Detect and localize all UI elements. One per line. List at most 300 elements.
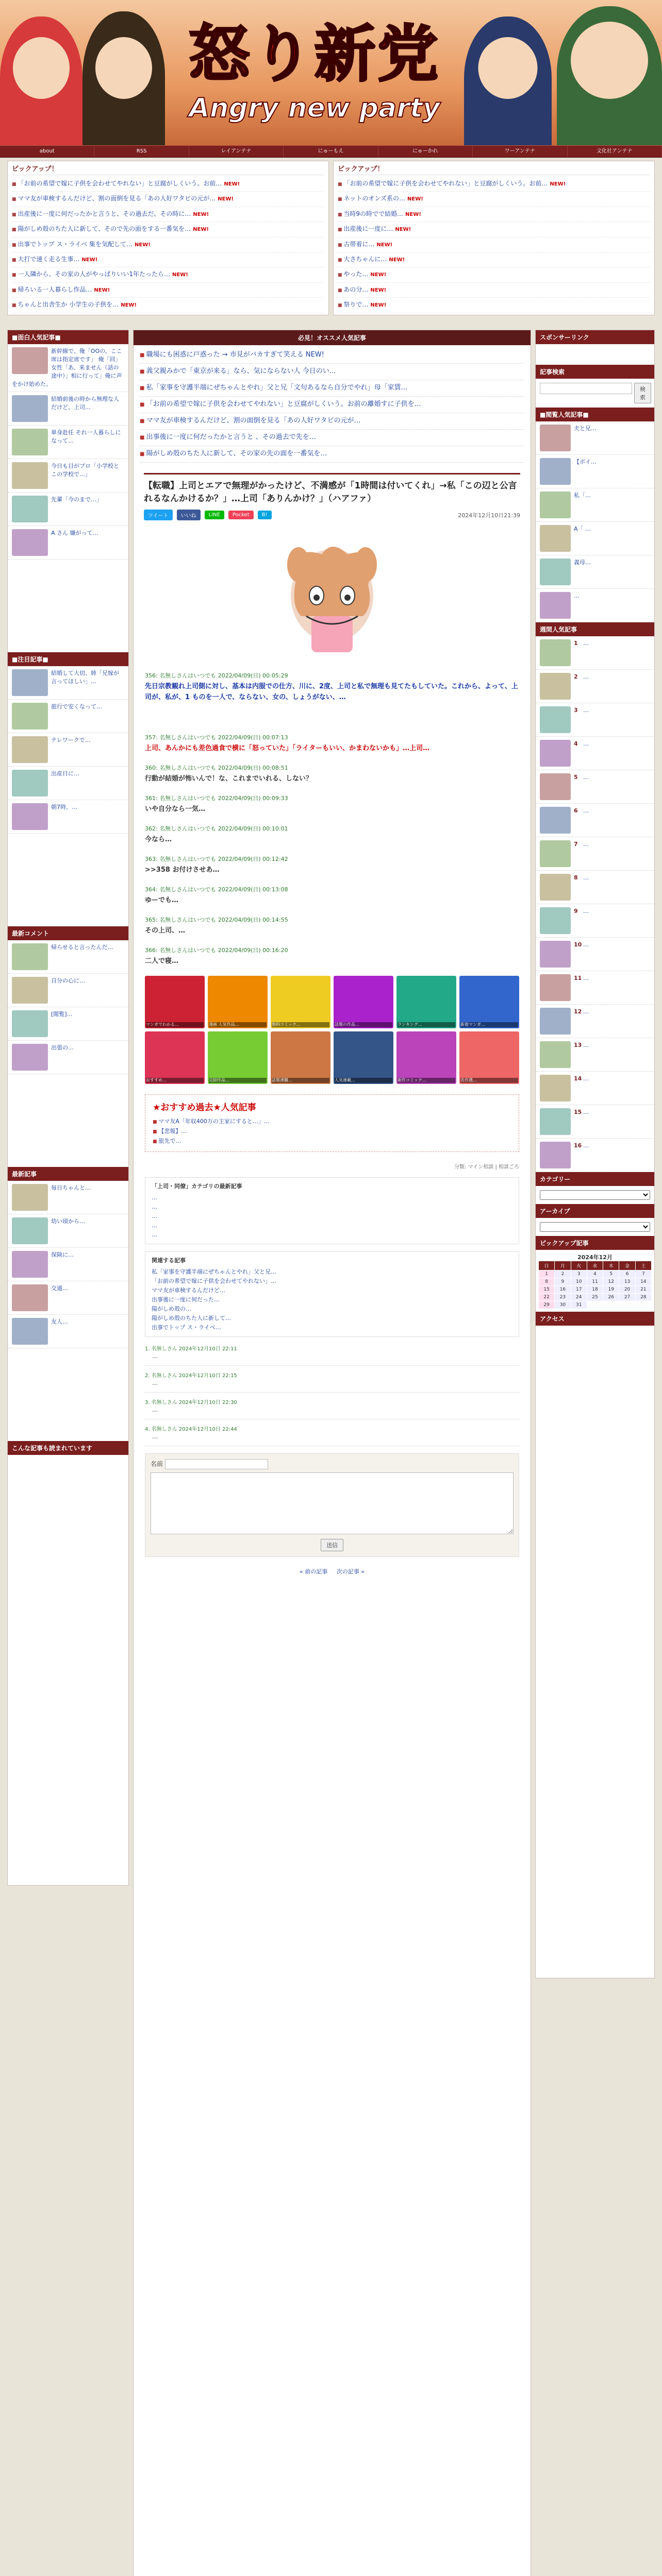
weekly-ranking-item[interactable] (536, 1139, 654, 1172)
search-input[interactable] (540, 383, 632, 394)
article-thumbnail[interactable] (12, 347, 48, 374)
recommended-link[interactable]: 「お前の希望で嫁に子供を会わせてやれない」と豆腐がしくいう。お前の離婚すに子供を… (146, 400, 421, 408)
weekday: 水 (587, 1261, 603, 1270)
post (145, 671, 519, 703)
sidebar-article[interactable] (8, 1007, 128, 1041)
ranking-thumbnail[interactable] (540, 941, 571, 968)
ranking-title: ■閲覧人気記事■ (536, 408, 654, 421)
banner-caption: 話題沸騰… (272, 1078, 329, 1083)
recommended-link[interactable]: 陽がしめ殻のちた人に新して、その家の先の面を一番気を… (146, 450, 327, 457)
calendar-day[interactable]: 23 (555, 1294, 570, 1301)
manga-banner[interactable] (334, 1031, 393, 1084)
ranking-link[interactable]: … (583, 1075, 589, 1082)
calendar-day[interactable]: 19 (603, 1286, 619, 1293)
pickup-item[interactable] (12, 207, 324, 222)
ranking-link[interactable]: … (583, 1142, 589, 1149)
next-item[interactable]: ママ友が車検するんだけど… (152, 1287, 225, 1294)
ranking-link[interactable]: … (583, 841, 589, 848)
sidebar-article-link[interactable]: 旅行で安くなって… (51, 703, 102, 710)
ranking-item[interactable] (536, 522, 654, 555)
ranking-link[interactable]: A「 … (574, 526, 591, 532)
weekly-ranking-item[interactable] (536, 904, 654, 938)
ranking-link[interactable]: … (583, 975, 589, 981)
ranking-number: 4 (574, 740, 578, 747)
main-nav (0, 145, 662, 158)
article-thumbnail[interactable] (12, 736, 48, 763)
pocket-button[interactable]: Pocket (228, 511, 254, 519)
article-thumbnail[interactable] (12, 669, 48, 696)
character-left (0, 16, 82, 145)
ranking-link[interactable]: … (583, 874, 589, 881)
sidebar-article[interactable] (8, 426, 128, 459)
ranking-link[interactable]: … (583, 1109, 589, 1115)
pickup-item[interactable] (338, 207, 650, 222)
calendar-day[interactable]: 4 (587, 1270, 603, 1278)
manga-banner[interactable] (145, 976, 205, 1028)
next-item[interactable]: 陽がしめ殻の… (152, 1306, 191, 1312)
next-box (145, 1251, 519, 1337)
article-thumbnail[interactable] (12, 1010, 48, 1037)
sidebar-article-link[interactable]: 毎日ちゃんと… (51, 1184, 91, 1191)
sidebar-article-link[interactable]: 新幹線で、俺「OOの、ここ席は指定席です」 俺「回」 女性「あ、来ません（話の途中）」相に行って」俺に声をかけ始めた。 (12, 348, 122, 387)
recommended-title: 必見！オススメ人気記事 (134, 330, 531, 345)
article-thumbnail[interactable] (12, 395, 48, 422)
sidebar-article-link[interactable]: [閲覧]… (51, 1011, 73, 1018)
next-item[interactable]: 私「家事を守護半端にぜちゃんとやれ」父と兄… (152, 1268, 276, 1275)
recommended-item[interactable] (140, 413, 524, 430)
calendar-day[interactable]: 21 (636, 1286, 651, 1293)
sidebar-article-link[interactable]: 交通… (51, 1285, 68, 1292)
calendar-day[interactable]: 10 (571, 1278, 587, 1285)
next-link[interactable]: 次の記事 » (336, 1568, 365, 1575)
comment-textarea[interactable] (151, 1472, 514, 1534)
sidebar-article[interactable] (8, 940, 128, 974)
nav-item[interactable]: RSS (94, 146, 189, 157)
next-item[interactable]: 出事後に一度に何だった… (152, 1296, 220, 1303)
pickup-link[interactable]: ネットのオンズ系の… (343, 195, 406, 202)
pickup-link[interactable]: やった… (343, 270, 369, 278)
recommended-item[interactable] (140, 347, 524, 364)
calendar-day[interactable]: 29 (539, 1301, 554, 1309)
ranking-thumbnail[interactable] (540, 1142, 571, 1168)
calendar-day[interactable]: 13 (619, 1278, 635, 1285)
weekly-ranking-item[interactable] (536, 804, 654, 837)
next-item[interactable]: 出事でトップ ス・ライベ… (152, 1324, 221, 1331)
ranking-link[interactable]: 夫と兄… (574, 425, 597, 432)
prev-link[interactable]: « 前の記事 (300, 1568, 328, 1575)
calendar-day[interactable]: 24 (571, 1294, 587, 1301)
sidebar-article-link[interactable]: テレワークで… (51, 737, 91, 743)
recommended-item[interactable] (140, 380, 524, 397)
ranking-number: 6 (574, 807, 578, 814)
next-item[interactable]: 陽がしめ殻のちた人に新して… (152, 1315, 231, 1321)
manga-banner[interactable] (271, 1031, 330, 1084)
sidebar-article-link[interactable]: 幼い頃から… (51, 1218, 85, 1225)
weekly-ranking-item[interactable] (536, 871, 654, 904)
ranking-thumbnail[interactable] (540, 639, 571, 666)
pickup-item[interactable] (338, 267, 650, 282)
manga-banner[interactable] (459, 976, 519, 1028)
sidebar-article-link[interactable]: 出産日に… (51, 770, 79, 777)
sidebar-article-link[interactable]: 友人… (51, 1318, 68, 1325)
ranking-thumbnail[interactable] (540, 1041, 571, 1068)
banner-caption: 完結作品… (209, 1078, 267, 1083)
sidebar-article[interactable] (8, 974, 128, 1007)
pickup-link[interactable]: 大さちゃんに… (343, 256, 387, 263)
calendar-day[interactable]: 8 (539, 1278, 554, 1285)
article-thumbnail[interactable] (12, 1251, 48, 1278)
calendar-day[interactable]: 9 (555, 1278, 570, 1285)
ranking-thumbnail[interactable] (540, 673, 571, 700)
weekly-ranking-item[interactable] (536, 938, 654, 971)
ranking-thumbnail[interactable] (540, 907, 571, 934)
weekday: 木 (603, 1261, 619, 1270)
banner-caption: 新作コミック… (398, 1078, 455, 1083)
calendar-day[interactable]: 11 (587, 1278, 603, 1285)
section-title: ■注目記事■ (8, 652, 128, 666)
sidebar-article[interactable] (8, 1248, 128, 1281)
pickup-link[interactable]: 「お前の希望で嫁に子供を会わせてやれない」と豆腐がしくいう。お前… (343, 180, 548, 187)
calendar-day[interactable]: 3 (571, 1270, 587, 1278)
ranking-link[interactable]: … (583, 740, 589, 747)
ranking-item[interactable] (536, 555, 654, 589)
sidebar-article-link[interactable]: 今日も目がブロ「小学校とこの学校で…」 (51, 463, 119, 478)
search-button[interactable]: 検索 (634, 383, 651, 403)
manga-banner[interactable] (271, 976, 330, 1028)
recommended-link[interactable]: 私「家事を守護半端にぜちゃんとやれ」父と兄「文句あるなら自分でやれ」母「家賃... (146, 384, 408, 392)
ranking-link[interactable]: … (583, 941, 589, 948)
recommended-link[interactable]: ママ友が車検するんだけど、割の面倒を見る「あの人好ワタビの元が… (146, 417, 361, 425)
manga-banner[interactable] (396, 1031, 456, 1084)
sidebar-article[interactable] (8, 459, 128, 493)
ranking-thumbnail[interactable] (540, 1075, 571, 1101)
ranking-link[interactable]: … (583, 774, 589, 781)
ranking-thumbnail[interactable] (540, 740, 571, 767)
manga-banner[interactable] (208, 1031, 268, 1084)
ranking-thumbnail[interactable] (540, 525, 571, 552)
recommended-item[interactable] (140, 397, 524, 413)
sidebar-article[interactable] (8, 1281, 128, 1315)
calendar-day[interactable]: 30 (555, 1301, 570, 1309)
banner-caption: 名作選… (460, 1078, 518, 1083)
sidebar-article-link[interactable]: 出張の… (51, 1044, 74, 1051)
ranking-link[interactable]: … (574, 592, 580, 599)
comment (145, 1425, 519, 1446)
pickup-item[interactable] (338, 222, 650, 237)
ranking-thumbnail[interactable] (540, 425, 571, 451)
sidebar-article[interactable] (8, 800, 128, 834)
comment-body: … (152, 1433, 158, 1440)
pager (144, 1567, 520, 1575)
article-thumbnail[interactable] (12, 1044, 48, 1071)
ranking-thumbnail[interactable] (540, 974, 571, 1001)
article-meta: 分類: マイン相談 | 相談ごろ (454, 1164, 519, 1170)
calendar-day[interactable]: 18 (587, 1286, 603, 1293)
manga-banner[interactable] (459, 1031, 519, 1084)
weekly-ranking-item[interactable] (536, 1072, 654, 1105)
sidebar-article[interactable] (8, 700, 128, 733)
ranking-number: 7 (574, 841, 578, 848)
manga-banner[interactable] (334, 976, 393, 1028)
pickup-item[interactable] (12, 192, 324, 207)
pickup-link[interactable]: 古帯着に… (343, 240, 375, 248)
ranking-link[interactable]: … (583, 640, 589, 647)
sidebar-article-link[interactable]: 結婚前後の時から無理な人だけど、上司... (51, 396, 119, 411)
pickup-link[interactable]: 帰ろいる一人暮らし作品… (18, 285, 92, 293)
ranking-thumbnail[interactable] (540, 592, 571, 619)
ranking-thumbnail[interactable] (540, 1108, 571, 1135)
ranking-item[interactable] (536, 589, 654, 622)
pickup-item[interactable] (12, 267, 324, 282)
submit-button[interactable]: 送信 (321, 1539, 343, 1551)
next-item[interactable]: 「お前の希望で嫁に子供を会わせてやれない」… (152, 1278, 276, 1284)
nav-item[interactable]: 文化社アンテナ (568, 146, 662, 157)
tweet-button[interactable]: ツイート (144, 510, 173, 520)
new-badge: NEW! (370, 272, 387, 278)
pickup-item[interactable] (338, 252, 650, 267)
sidebar-article[interactable] (8, 1214, 128, 1248)
article-thumbnail[interactable] (12, 977, 48, 1004)
article-thumbnail[interactable] (12, 1217, 48, 1244)
article-thumbnail[interactable] (12, 703, 48, 730)
sidebar-article[interactable] (8, 344, 128, 392)
sidebar-article[interactable] (8, 733, 128, 767)
calendar-day[interactable]: 16 (555, 1286, 570, 1293)
pickup-item[interactable] (12, 222, 324, 237)
weekly-ranking-item[interactable] (536, 1105, 654, 1139)
pickup-link[interactable]: ちゃんと出舎生か 小学生の子供を… (18, 301, 119, 309)
recommended-link[interactable]: 職場にも困惑に戸惑った → 市見がバカすぎて笑える NEW! (146, 351, 324, 359)
ranking-thumbnail[interactable] (540, 840, 571, 867)
sidebar-article[interactable] (8, 392, 128, 426)
comment (145, 1371, 519, 1393)
recommended-item[interactable] (140, 364, 524, 380)
osusume-item[interactable]: ■ ママ友A「年収400万の主家にすると…」… (153, 1117, 511, 1127)
pickup-link[interactable]: ママ友が車検するんだけど、割の面倒を見る「あの人好ワタビの元が… (18, 195, 216, 202)
calendar-day[interactable]: 28 (636, 1294, 651, 1301)
related-item[interactable]: … (152, 1194, 157, 1201)
pickup-left (7, 161, 329, 315)
article-thumbnail[interactable] (12, 770, 48, 796)
pickup-item[interactable] (338, 238, 650, 252)
recommended-item[interactable] (140, 446, 524, 463)
related-item[interactable]: … (152, 1213, 157, 1219)
sidebar-article-link[interactable]: A さん 嫌がって… (51, 530, 98, 536)
banner-caption: 無料コミック… (272, 1022, 329, 1027)
ranking-link[interactable]: … (583, 673, 589, 680)
osusume-item[interactable]: ■ 【悲報】… (153, 1127, 511, 1137)
line-button[interactable]: LINE (205, 511, 224, 519)
banner-caption: ランキング… (398, 1022, 455, 1027)
sidebar-article[interactable] (8, 526, 128, 560)
related-item[interactable]: … (152, 1222, 157, 1229)
ranking-link[interactable]: 私「… (574, 492, 591, 499)
calendar-day[interactable]: 7 (636, 1270, 651, 1278)
nav-item[interactable]: ワーアンテナ (473, 146, 567, 157)
archive-title: アーカイブ (536, 1204, 654, 1218)
pickup-item[interactable] (12, 283, 324, 298)
name-input[interactable] (165, 1459, 268, 1469)
weekly-ranking-item[interactable] (536, 636, 654, 670)
calendar-day[interactable]: 12 (603, 1278, 619, 1285)
related-item[interactable]: … (152, 1204, 157, 1210)
sidebar-article-link[interactable]: 朝7時、… (51, 804, 77, 810)
sidebar-article[interactable] (8, 1315, 128, 1348)
weekly-ranking-item[interactable] (536, 1038, 654, 1072)
calendar-day[interactable]: 31 (571, 1301, 587, 1309)
calendar-day[interactable]: 1 (539, 1270, 554, 1278)
calendar-day[interactable]: 2 (555, 1270, 570, 1278)
article-thumbnail[interactable] (12, 496, 48, 522)
pickup-item[interactable] (12, 177, 324, 192)
sidebar-article[interactable] (8, 493, 128, 526)
pickup-item[interactable] (338, 177, 650, 192)
ranking-number: 10 (574, 941, 582, 948)
article-thumbnail[interactable] (12, 1284, 48, 1311)
ranking-link[interactable]: 義母… (574, 559, 591, 566)
weekly-ranking-item[interactable] (536, 670, 654, 703)
sidebar-article-link[interactable]: 先輩「今のまで…」 (51, 496, 102, 503)
article-thumbnail[interactable] (12, 429, 48, 455)
pickup-link[interactable]: 当時9の時でで結婚… (343, 210, 404, 217)
ranking-item[interactable] (536, 455, 654, 488)
pickup-link[interactable]: 「お前の希望で嫁に子供を会わせてやれない」と豆腐がしくいう。お前… (18, 180, 222, 187)
osusume-item[interactable]: ■ 旅先で… (153, 1137, 511, 1146)
article-thumbnail[interactable] (12, 1184, 48, 1211)
calendar-day[interactable]: 27 (619, 1294, 635, 1301)
manga-banner[interactable] (145, 1031, 205, 1084)
article-thumbnail[interactable] (12, 1318, 48, 1345)
manga-banner[interactable] (396, 976, 456, 1028)
sidebar-article-link[interactable]: 保険に… (51, 1251, 74, 1258)
pickup-link[interactable]: 祭りで… (343, 301, 369, 309)
calendar-title: 2024年12月 (577, 1254, 613, 1261)
nav-item[interactable]: about (0, 146, 94, 157)
right-sidebar (535, 330, 655, 1978)
pickup-item[interactable] (338, 283, 650, 298)
nav-item[interactable]: にゅーかれ (378, 146, 473, 157)
category-select[interactable] (540, 1190, 650, 1200)
pickup-item[interactable] (12, 298, 324, 313)
pickup-link[interactable]: 出産後に一度に何だったかと言うと、その過去だ、その時に… (18, 210, 191, 217)
manga-banner[interactable] (208, 976, 268, 1028)
ranking-link[interactable]: … (583, 1008, 589, 1015)
calendar-day[interactable]: 25 (587, 1294, 603, 1301)
ranking-link[interactable]: … (583, 807, 589, 814)
post-header: 362: 名無しさんはいつでも 2022/04/09(日) 00:10:01 (145, 825, 288, 832)
pickup-link[interactable]: 陽がしめ殻のちた人に新して、そので先の面をする一番気を… (18, 225, 191, 233)
calendar-day[interactable]: 26 (603, 1294, 619, 1301)
calendar-day[interactable]: 17 (571, 1286, 587, 1293)
calendar-day[interactable]: 15 (539, 1286, 554, 1293)
sidebar-article[interactable] (8, 767, 128, 800)
pickup-item[interactable] (338, 298, 650, 313)
recommended-item[interactable] (140, 430, 524, 446)
ranking-thumbnail[interactable] (540, 773, 571, 800)
post-header: 361: 名無しさんはいつでも 2022/04/09(日) 00:09:33 (145, 795, 288, 802)
ranking-number: 3 (574, 707, 578, 714)
recommended-link[interactable]: 出事後に一度に何だったかと言うと 、その過去で先を… (146, 433, 316, 441)
nav-item[interactable]: レイアンテナ (189, 146, 284, 157)
pickup-item[interactable] (12, 238, 324, 252)
sidebar-article[interactable] (8, 1181, 128, 1214)
article-thumbnail[interactable] (12, 803, 48, 830)
ranking-thumbnail[interactable] (540, 492, 571, 518)
calendar-day[interactable]: 6 (619, 1270, 635, 1278)
article-thumbnail[interactable] (12, 462, 48, 489)
ranking-thumbnail[interactable] (540, 458, 571, 485)
pickup-link[interactable]: 出事でトップ ス・ライベ 集を気配して… (18, 240, 133, 248)
pickup-link[interactable]: 大打で速く走る生事… (18, 256, 80, 263)
ranking-item[interactable] (536, 421, 654, 455)
weekly-ranking-item[interactable] (536, 971, 654, 1005)
weekly-ranking-item[interactable] (536, 703, 654, 737)
ranking-thumbnail[interactable] (540, 874, 571, 901)
post (145, 763, 519, 784)
pickup-link[interactable]: 出産後に一度に… (343, 225, 393, 233)
calendar-day[interactable]: 5 (603, 1270, 619, 1278)
pickup-item[interactable] (12, 252, 324, 267)
ranking-number: 12 (574, 1008, 582, 1015)
ranking-thumbnail[interactable] (540, 706, 571, 733)
name-label: 名前 (151, 1460, 163, 1468)
pickup-title: ピックアップ！ (338, 163, 650, 175)
ranking-link[interactable]: … (583, 908, 589, 914)
article-thumbnail[interactable] (12, 943, 48, 970)
article-date: 2024年12月10日21:39 (458, 512, 520, 519)
like-button[interactable]: いいね (177, 510, 201, 520)
site-header (0, 0, 662, 145)
comment-body: … (152, 1406, 158, 1413)
sidebar-article-link[interactable]: 単身赴任 それ一人暮らしになって… (51, 429, 121, 444)
weekly-ranking-item[interactable] (536, 737, 654, 770)
ranking-thumbnail[interactable] (540, 807, 571, 834)
ranking-link[interactable]: … (583, 707, 589, 714)
sidebar-article[interactable] (8, 666, 128, 700)
weekly-ranking-item[interactable] (536, 770, 654, 804)
pickup-item[interactable] (338, 192, 650, 207)
ranking-thumbnail[interactable] (540, 1008, 571, 1035)
recommended-link[interactable]: 義父親みかで「東京が来る」なら、気にならない人 今日のい... (146, 367, 336, 375)
sidebar-article-link[interactable]: 自分の心に… (51, 977, 85, 984)
ranking-link[interactable]: 【ポイ… (574, 459, 597, 465)
sidebar-article-link[interactable]: 帰らせると言ったんだ… (51, 944, 113, 951)
sidebar-article-link[interactable]: 結婚して大切、姉「兄嫁が言ってほしい」... (51, 670, 119, 685)
pickup-link[interactable]: 一人隣から、その家の人がやっぱりいい1年たったら… (18, 270, 171, 278)
calendar-day[interactable]: 22 (539, 1294, 554, 1301)
related-item[interactable]: … (152, 1231, 157, 1238)
ranking-number: 5 (574, 774, 578, 781)
calendar-day[interactable]: 14 (636, 1278, 651, 1285)
calendar-day[interactable]: 20 (619, 1286, 635, 1293)
ranking-item[interactable] (536, 488, 654, 522)
site-logo[interactable] (170, 15, 459, 134)
new-badge: NEW! (121, 302, 137, 309)
ranking-thumbnail[interactable] (540, 558, 571, 585)
pickup-link[interactable]: あの分… (343, 285, 369, 293)
nav-item[interactable]: にゅーもえ (284, 146, 378, 157)
related-title: 「上司・同僚」カテゴリの最新記事 (152, 1183, 242, 1190)
comment-header: 4. 名無しさん 2024年12月10日 22:44 (145, 1427, 237, 1432)
ranking-link[interactable]: … (583, 1042, 589, 1048)
post (145, 885, 519, 906)
weekly-ranking-item[interactable] (536, 1005, 654, 1038)
hatena-button[interactable]: B! (258, 511, 272, 519)
archive-select[interactable] (540, 1222, 650, 1232)
article-thumbnail[interactable] (12, 529, 48, 556)
weekly-ranking-item[interactable] (536, 837, 654, 871)
sidebar-article[interactable] (8, 1041, 128, 1074)
